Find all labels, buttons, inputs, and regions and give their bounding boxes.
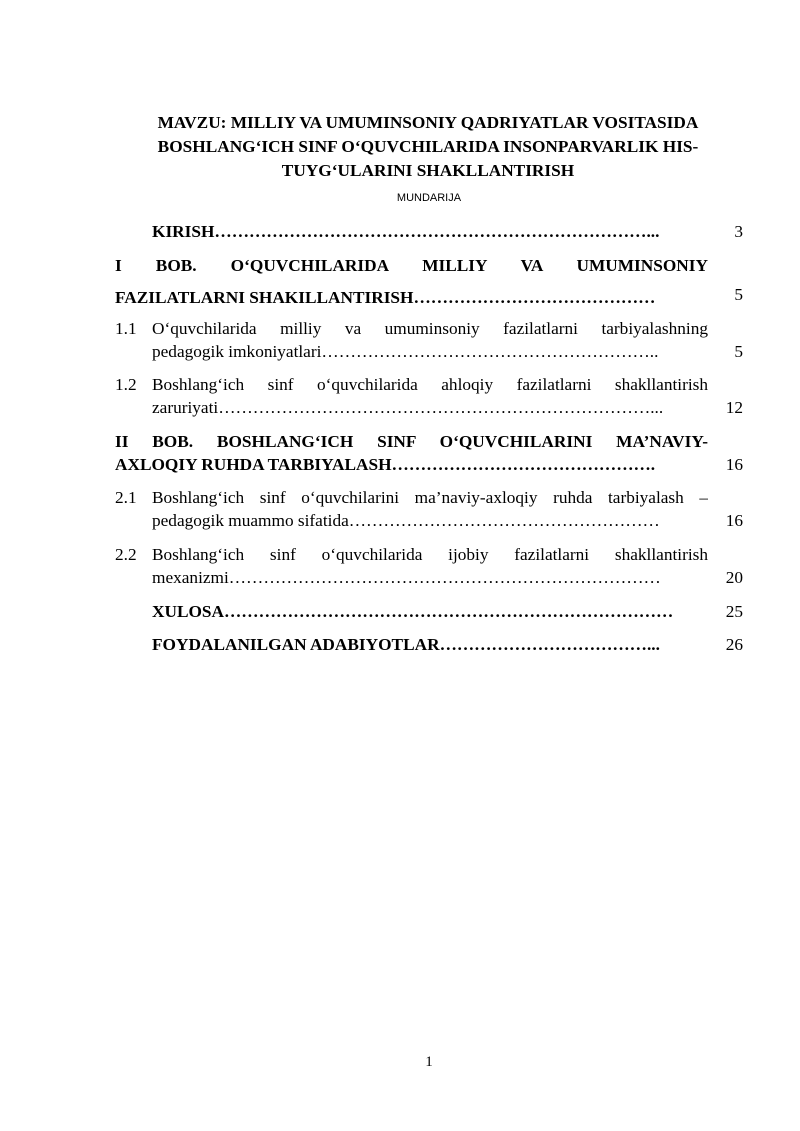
- toc-page-number: 20: [725, 568, 743, 587]
- toc-entry-text: Boshlang‘ich sinf o‘quvchilarida ijobiy fazilatlarni shakllantirish: [152, 545, 708, 564]
- toc-entry-text: KIRISH…………………………………………………………………...: [152, 222, 660, 241]
- toc-entry-text: XULOSA……………………………………………………………………: [152, 602, 674, 621]
- toc-entry-text: mexanizmi…………………………………………………………………: [152, 568, 661, 587]
- toc-entry-text: Boshlang‘ich sinf o‘quvchilarida ahloqiy fazilatlarni shakllantirish: [152, 375, 708, 394]
- toc-page-number: 12: [725, 398, 743, 417]
- toc-page-number: 16: [725, 455, 743, 474]
- toc-page-number: 25: [725, 602, 743, 621]
- title-line: TUYG‘ULARINI SHAKLLANTIRISH: [281, 161, 575, 180]
- toc-page-number: 5: [734, 342, 743, 361]
- title-line: BOSHLANG‘ICH SINF O‘QUVCHILARIDA INSONPARVARLIK HIS-: [157, 137, 699, 156]
- toc-page-number: 16: [725, 511, 743, 530]
- toc-entry-text: pedagogik muammo sifatida………………………………………………: [152, 511, 660, 530]
- toc-entry-text: AXLOQIY RUHDA TARBIYALASH……………………………………….: [115, 455, 656, 474]
- toc-entry-text: II BOB. BOSHLANG‘ICH SINF O‘QUVCHILARINI MA’NAVIY-: [115, 432, 708, 451]
- toc-page-number: 26: [725, 635, 743, 654]
- toc-entry-text: I BOB. O‘QUVCHILARIDA MILLIY VA UMUMINSONIY: [115, 256, 708, 275]
- toc-entry-text: O‘quvchilarida milliy va umuminsoniy fazilatlarni tarbiyalashning: [152, 319, 708, 338]
- toc-entry-text: zaruriyati…………………………………………………………………...: [152, 398, 664, 417]
- toc-section-number: 1.2: [115, 375, 137, 394]
- toc-entry-text: FAZILATLARNI SHAKILLANTIRISH……………………………………: [115, 288, 656, 307]
- title-line: MAVZU: MILLIY VA UMUMINSONIY QADRIYATLAR VOSITASIDA: [157, 113, 699, 132]
- toc-section-number: 1.1: [115, 319, 137, 338]
- toc-entry-text: FOYDALANILGAN ADABIYOTLAR………………………………...: [152, 635, 660, 654]
- toc-heading: MUNDARIJA: [396, 192, 462, 204]
- toc-entry-text: Boshlang‘ich sinf o‘quvchilarini ma’naviy-axloqiy ruhda tarbiyalash –: [152, 488, 708, 507]
- toc-section-number: 2.1: [115, 488, 137, 507]
- toc-page-number: 3: [734, 222, 743, 241]
- toc-page-number: 5: [734, 285, 743, 304]
- document-title: [100, 111, 756, 183]
- toc-entry-text: pedagogik imkoniyatlari…………………………………………………..: [152, 342, 659, 361]
- page-number: 1: [425, 1054, 433, 1070]
- toc-section-number: 2.2: [115, 545, 137, 564]
